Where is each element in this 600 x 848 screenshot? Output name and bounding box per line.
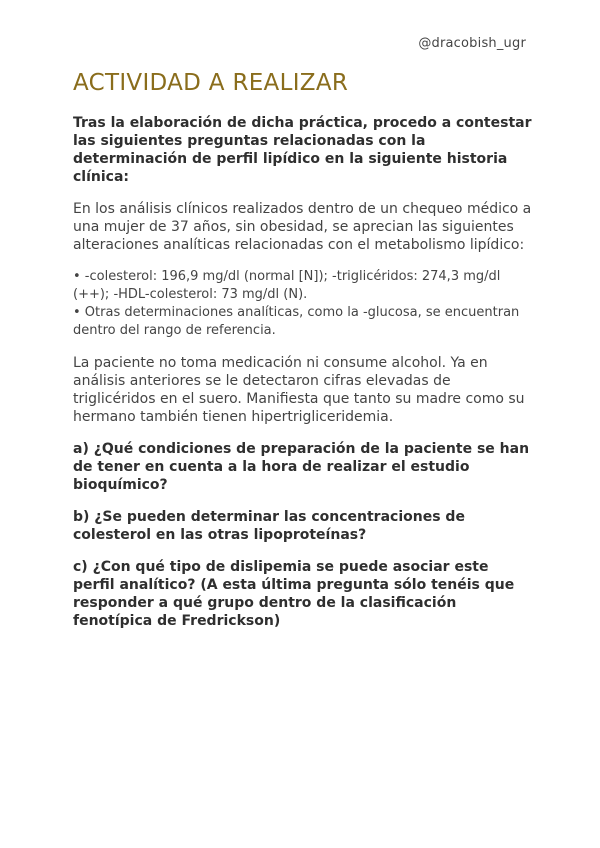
page-title: ACTIVIDAD A REALIZAR [73,70,349,96]
question-b: b) ¿Se pueden determinar las concentraciones de colesterol en las otras lipoproteínas? [73,509,465,543]
question-c: c) ¿Con qué tipo de dislipemia se puede asociar este perfil analítico? (A esta última pregunta sólo tenéis que responder a qué grupo dentro de la clasificación fenotípica de Fredrickson) [73,559,515,629]
author-handle: @dracobish_ugr [418,36,526,51]
intro-paragraph: Tras la elaboración de dicha práctica, procedo a contestar las siguientes preguntas relacionadas con la determinación de perfil lipídico en la siguiente historia clínica: [73,115,532,185]
history-paragraph: La paciente no toma medicación ni consume alcohol. Ya en análisis anteriores se le detectaron cifras elevadas de triglicéridos en el suero. Manifiesta que tanto su madre como su hermano también tienen hipertrigliceridemia. [73,355,525,425]
case-paragraph: En los análisis clínicos realizados dentro de un chequeo médico a una mujer de 37 años, sin obesidad, se aprecian las siguientes alteraciones analíticas relacionadas con el metabolismo lipídico: [73,201,532,253]
document-body [73,70,533,644]
question-a: a) ¿Qué condiciones de preparación de la paciente se han de tener en cuenta a la hora de realizar el estudio bioquímico? [73,441,530,493]
lab-results-list [73,268,533,340]
list-item: • -colesterol: 196,9 mg/dl (normal [N]); -triglicéridos: 274,3 mg/dl (++); -HDL-colesterol: 73 mg/dl (N). [73,269,501,302]
list-item: • Otras determinaciones analíticas, como la -glucosa, se encuentran dentro del rango de referencia. [73,305,520,338]
